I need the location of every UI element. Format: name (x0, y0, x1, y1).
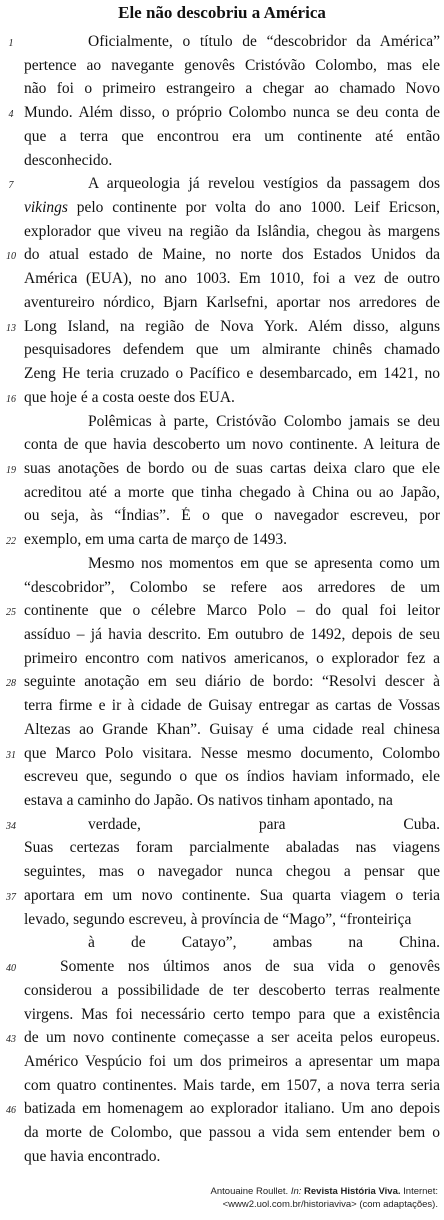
text-line: não foi o primeiro estrangeiro a chegar ao chamado Novo (24, 80, 440, 98)
text-line: continente que o célebre Marco Polo – do qual foi leitor (24, 602, 440, 620)
text-line: verdade, para Cuba. (88, 815, 440, 833)
text-line: exemplo, em uma carta de março de 1493. (24, 531, 287, 549)
text-line: ou seja, às “Índias”. É o que o navegador escreveu, por (24, 507, 440, 525)
line-number: 43 (6, 1034, 16, 1046)
text-line: pertence ao navegante genovês Cristóvão Colombo, mas ele (24, 56, 440, 74)
line-number: 22 (6, 536, 16, 548)
text-line: estava a caminho do Japão. Os nativos tinham apontado, na (24, 792, 393, 810)
line-number: 34 (6, 820, 16, 832)
text-line: Américo Vespúcio foi um dos primeiros a apresentar um mapa (24, 1052, 440, 1070)
text-line: virgens. Mas foi necessário certo tempo para que a existência (24, 1005, 440, 1023)
text-line: da morte de Colombo, que passou a vida sem entender bem o (24, 1124, 440, 1142)
text-line: do atual estado de Maine, no norte dos Estados Unidos da (24, 246, 440, 264)
text-line: seguinte anotação em seu diário de bordo: “Resolvi descer à (24, 673, 440, 691)
line-number: 10 (6, 251, 16, 263)
credit-url: <www2.uol.com.br/historiaviva> (222, 1199, 357, 1210)
line-number: 13 (6, 322, 16, 334)
credit-internet: Internet: (403, 1186, 438, 1197)
text-line: que Marco Polo visitara. Nesse mesmo documento, Colombo (24, 744, 440, 762)
text-line: suas anotações de bordo ou de suas cartas deixa claro que ele (24, 459, 440, 477)
line-number: 40 (6, 963, 16, 975)
source-credit (188, 1185, 438, 1211)
line-number: 25 (6, 607, 16, 619)
text-line: conta de que havia descoberto um novo continente. A leitura de (24, 436, 440, 454)
text-line: assíduo – já havia descrito. Em outubro de 1492, depois de seu (24, 626, 440, 643)
text-line: Long Island, na região de Nova York. Além disso, alguns (24, 317, 440, 335)
text-line: considerou a possibilidade de ter descoberto terras realmente (24, 981, 440, 999)
text-line: aportara em um novo continente. Sua quarta viagem o teria (24, 886, 440, 904)
text-line: de um novo continente começasse a ser aceita pelos europeus. (24, 1029, 440, 1047)
text-line: primeiro encontro com nativos americanos, o explorador fez a (24, 649, 440, 667)
credit-in: In: (290, 1186, 302, 1197)
text-line: seguintes, mas o navegador nunca chegou a pensar que (24, 863, 440, 881)
text-line: Mundo. Além disso, o próprio Colombo nunca se deu conta de (24, 104, 440, 122)
text-line: terra firme e ir à cidade de Guisay entregar as cartas de Vossas (24, 697, 440, 715)
line-number: 4 (8, 109, 14, 121)
line-number: 37 (6, 891, 16, 903)
line-number: 7 (8, 180, 14, 192)
text-line: Altezas ao Grande Khan”. Guisay é uma cidade real chinesa (24, 720, 440, 738)
text-line: à de Catayo”, ambas na China. (88, 934, 440, 952)
text-line: batizada em homenagem ao explorador italiano. Um ano depois (24, 1100, 440, 1118)
article-title: Ele não descobriu a América (118, 3, 326, 22)
text-line: Mesmo nos momentos em que se apresenta como um (88, 554, 440, 572)
text-line: Zeng He teria cruzado o Pacífico e desembarcado, em 1421, no (24, 365, 440, 383)
text-line: com quatro continentes. Mais tarde, em 1507, a nova terra seria (24, 1076, 440, 1094)
text-line: A arqueologia já revelou vestígios da passagem dos (88, 175, 440, 193)
text-line: “descobridor”, Colombo se refere aos arredores de um (24, 578, 440, 596)
line-number: 46 (6, 1105, 16, 1117)
line-number: 16 (6, 393, 16, 405)
credit-source: Revista História Viva. (304, 1186, 401, 1197)
text-line: explorador que viveu na região da Islândia, chegou às margens (24, 222, 440, 240)
credit-note: (com adaptações). (359, 1199, 438, 1210)
text-line: acreditou até a morte que tinha chegado à China ou ao Japão, (24, 483, 440, 501)
text-line: escreveu que, segundo o que os índios haviam informado, ele (24, 768, 440, 786)
line-number: 1 (8, 38, 14, 49)
text-line: que a terra que encontrou era um continente até então (24, 127, 440, 145)
text-line: vikings pelo continente por volta do ano 1000. Leif Ericson, (24, 199, 440, 217)
text-line: aventureiro nórdico, Bjarn Karlsefni, aportar nos arredores de (24, 293, 440, 311)
text-line: que havia encontrado. (24, 1147, 161, 1165)
text-line: desconhecido. (24, 151, 113, 169)
text-line: pesquisadores defendem que um almirante chinês chamado (24, 341, 440, 359)
text-line: Suas certezas foram parcialmente abaladas nas viagens (24, 839, 440, 857)
text-line: levado, segundo escreveu, à província de “Mago”, “fronteiriça (24, 910, 412, 928)
line-number: 31 (6, 749, 16, 761)
text-line: América (EUA), no ano 1003. Em 1010, foi a vez de outro (24, 270, 440, 288)
line-number: 28 (6, 678, 16, 690)
text-line: Oficialmente, o título de “descobridor da América” (88, 33, 440, 50)
text-line: Polêmicas à parte, Cristóvão Colombo jamais se deu (88, 412, 440, 430)
credit-author: Antouaine Roullet. (210, 1186, 289, 1197)
text-line: que hoje é a costa oeste dos EUA. (24, 388, 235, 406)
text-line: Somente nos últimos anos de sua vida o genovês (60, 958, 440, 976)
line-number: 19 (6, 464, 16, 476)
